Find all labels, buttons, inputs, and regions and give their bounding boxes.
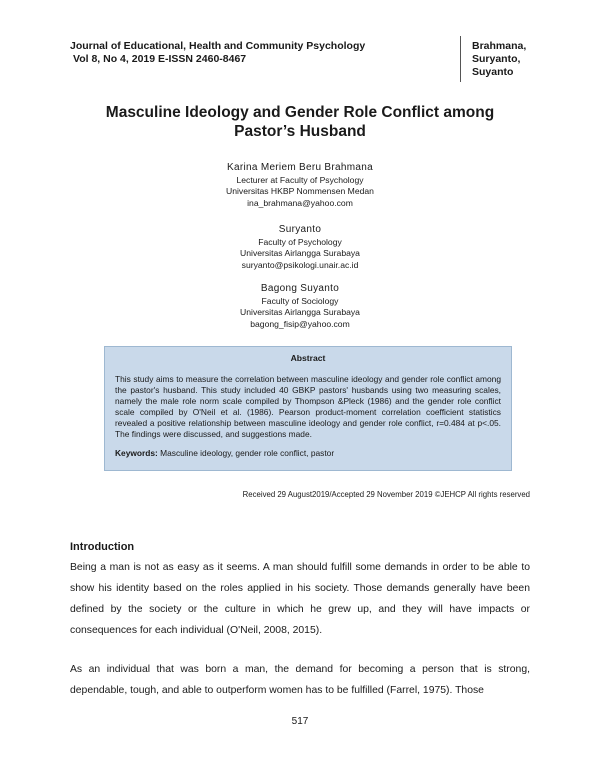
- paper-title: [60, 103, 540, 141]
- received-line: Received 29 August2019/Accepted 29 November 2019 ©JEHCP All rights reserved: [242, 490, 530, 499]
- author-email: bagong_fisip@yahoo.com: [250, 318, 350, 329]
- title-line-2: Pastor’s Husband: [234, 123, 366, 140]
- author-role: Faculty of Psychology: [258, 236, 342, 247]
- journal-header: [70, 40, 450, 66]
- header-divider: [460, 36, 461, 82]
- running-author-3: Suyanto: [472, 66, 514, 78]
- author-role: Lecturer at Faculty of Psychology: [236, 174, 364, 185]
- introduction-heading: Introduction: [70, 541, 135, 553]
- author-role: Faculty of Sociology: [261, 295, 339, 306]
- author-name: Suryanto: [278, 224, 322, 235]
- abstract-heading: Abstract: [290, 353, 326, 363]
- author-email: ina_brahmana@yahoo.com: [247, 197, 353, 208]
- author-affiliation: Universitas Airlangga Surabaya: [240, 248, 360, 258]
- abstract-box: [104, 346, 512, 471]
- author-affiliation: Universitas HKBP Nommensen Medan: [226, 186, 374, 196]
- journal-volume: Vol 8, No 4, 2019 E-ISSN 2460-8467: [73, 53, 247, 65]
- abstract-body: This study aims to measure the correlation between masculine ideology and gender role conflict among the pastor's husband. This study included 40 GBKP pastors' husbands using two measuring scales, namely the male role norm scale compiled by Thompson &Pleck (1986) and the gender role conflict scale compiled by O'Neil et al. (1986). Pearson product-moment correlation coefficient statistics revealed a positive relationship between masculine ideology and gender role conflict, r=0.484 at p<.05. The findings were discussed, and suggestions made.: [115, 374, 501, 439]
- author-1: [150, 162, 450, 209]
- keywords-text: Masculine ideology, gender role conflict, pastor: [160, 448, 335, 458]
- running-author-2: Suryanto,: [472, 53, 521, 65]
- journal-name: Journal of Educational, Health and Community Psychology: [70, 40, 366, 52]
- title-line-1: Masculine Ideology and Gender Role Conflict among: [105, 104, 495, 121]
- author-email: suryanto@psikologi.unair.ac.id: [241, 259, 359, 270]
- keywords: [115, 448, 501, 459]
- author-2: [150, 224, 450, 271]
- introduction-paragraph-1: Being a man is not as easy as it seems. A man should fulfill some demands in order to be able to show his identity based on the roles applied in his society. Those demands generally have been defined by the society or the culture in which he grew up, and they will have impacts or consequences for each individual (O'Neil, 2008, 2015).: [70, 562, 530, 636]
- author-name: Bagong Suyanto: [260, 283, 340, 294]
- author-3: [150, 283, 450, 330]
- page-number: 517: [291, 716, 309, 727]
- running-authors: [472, 40, 582, 79]
- author-name: Karina Meriem Beru Brahmana: [227, 162, 373, 173]
- introduction-paragraph-2: As an individual that was born a man, the demand for becoming a person that is strong, dependable, tough, and able to outperform women has to be fulfilled (Farrel, 1975). Those: [70, 664, 530, 696]
- keywords-label: Keywords:: [115, 448, 158, 458]
- running-author-1: Brahmana,: [472, 40, 527, 52]
- author-affiliation: Universitas Airlangga Surabaya: [240, 307, 360, 317]
